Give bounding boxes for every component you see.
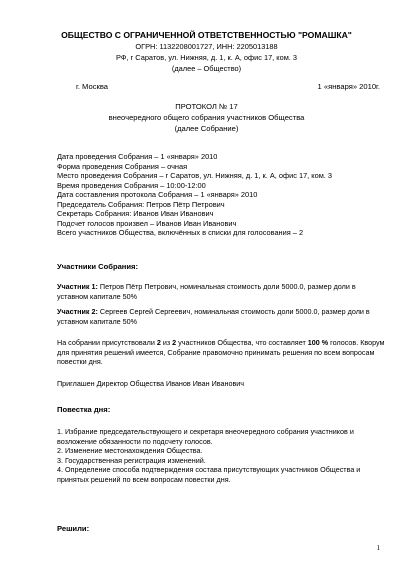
- participant-2: [57, 307, 387, 326]
- meta-line: Место проведения Собрания – г Саратов, ул. Нижняя, д. 1, к. А, офис 17, ком. 3: [57, 171, 333, 180]
- meta-line: Дата проведения Собрания – 1 «января» 2010: [57, 152, 218, 161]
- meta-line: Дата составления протокола Собрания – 1 «января» 2010: [57, 190, 258, 199]
- protocol-alias: (далее Собрание): [174, 124, 239, 133]
- place-city: г. Москва: [76, 82, 108, 91]
- company-address: РФ, г Саратов, ул. Нижняя, д. 1, к. А, офис 17, ком. 3: [115, 53, 298, 62]
- quorum-present: 2: [156, 338, 161, 347]
- meta-line: Подсчет голосов произвел – Иванов Иван Иванович: [57, 218, 237, 228]
- agenda-item: 2. Изменение местонахождения Общества.: [57, 446, 203, 456]
- quorum-text: На собрании присутствовали: [57, 338, 157, 347]
- agenda-item: 3. Государственная регистрация изменений.: [57, 455, 206, 465]
- participants-title: Участники Собрания:: [57, 262, 139, 271]
- participant-text: Сергеев Сергей Сергеевич, номинальная стоимость доли 5000.0, размер доли в уставном капитале 50%: [57, 307, 370, 326]
- page-number: 1: [376, 544, 380, 552]
- agenda-item: 1. Избрание председательствующего и секретаря внеочередного собрания участников и возложение обязанности по подсчету голосов.: [57, 427, 354, 446]
- participant-label: Участник 2:: [57, 307, 98, 316]
- participant-label: Участник 1:: [57, 282, 98, 291]
- company-alias: (далее – Общество): [171, 64, 242, 73]
- agenda-title: Повестка дня:: [57, 405, 111, 414]
- meta-line: Всего участников Общества, включённых в списки для голосования – 2: [57, 228, 304, 237]
- meta-line: Время проведения Собрания – 10:00-12:00: [57, 180, 206, 190]
- quorum-total: 2: [172, 338, 177, 347]
- quorum-percent: 100 %: [307, 338, 329, 347]
- protocol-title: ПРОТОКОЛ № 17: [175, 102, 238, 111]
- quorum-text: участников Общества, что составляет: [176, 338, 308, 347]
- agenda-list: [57, 427, 387, 485]
- quorum-paragraph: [57, 338, 387, 367]
- quorum-text: голосов. Кворум для принятия решений имеется, Собрание правомочно принимать решения по всем вопросам повестки дня.: [57, 338, 385, 367]
- meta-line: Секретарь Собрания: Иванов Иван Иванович: [57, 209, 214, 218]
- company-ids: ОГРН: 1132208001727, ИНН: 2205013188: [135, 42, 278, 51]
- document-date: 1 «января» 2010г.: [317, 82, 380, 91]
- protocol-subtitle: внеочередного общего собрания участников Общества: [108, 113, 305, 122]
- company-name: ОБЩЕСТВО С ОГРАНИЧЕННОЙ ОТВЕТСТВЕННОСТЬЮ "РОМАШКА": [61, 30, 352, 40]
- agenda-item: 4. Определение способа подтверждения состава присутствующих участников Общества и принятых решений по всем вопросам повестки дня.: [57, 465, 361, 484]
- participant-1: [57, 282, 387, 301]
- meta-line: Форма проведения Собрания – очная: [57, 161, 188, 171]
- meeting-details: [57, 152, 387, 238]
- meta-line: Председатель Собрания: Петров Пётр Петрович: [57, 199, 225, 209]
- invited-line: Приглашен Директор Общества Иванов Иван Иванович: [57, 379, 245, 388]
- quorum-text: из: [160, 338, 173, 347]
- participant-text: Петров Пётр Петрович, номинальная стоимость доли 5000.0, размер доли в уставном капитале 50%: [57, 282, 356, 301]
- decisions-title: Решили:: [57, 524, 90, 533]
